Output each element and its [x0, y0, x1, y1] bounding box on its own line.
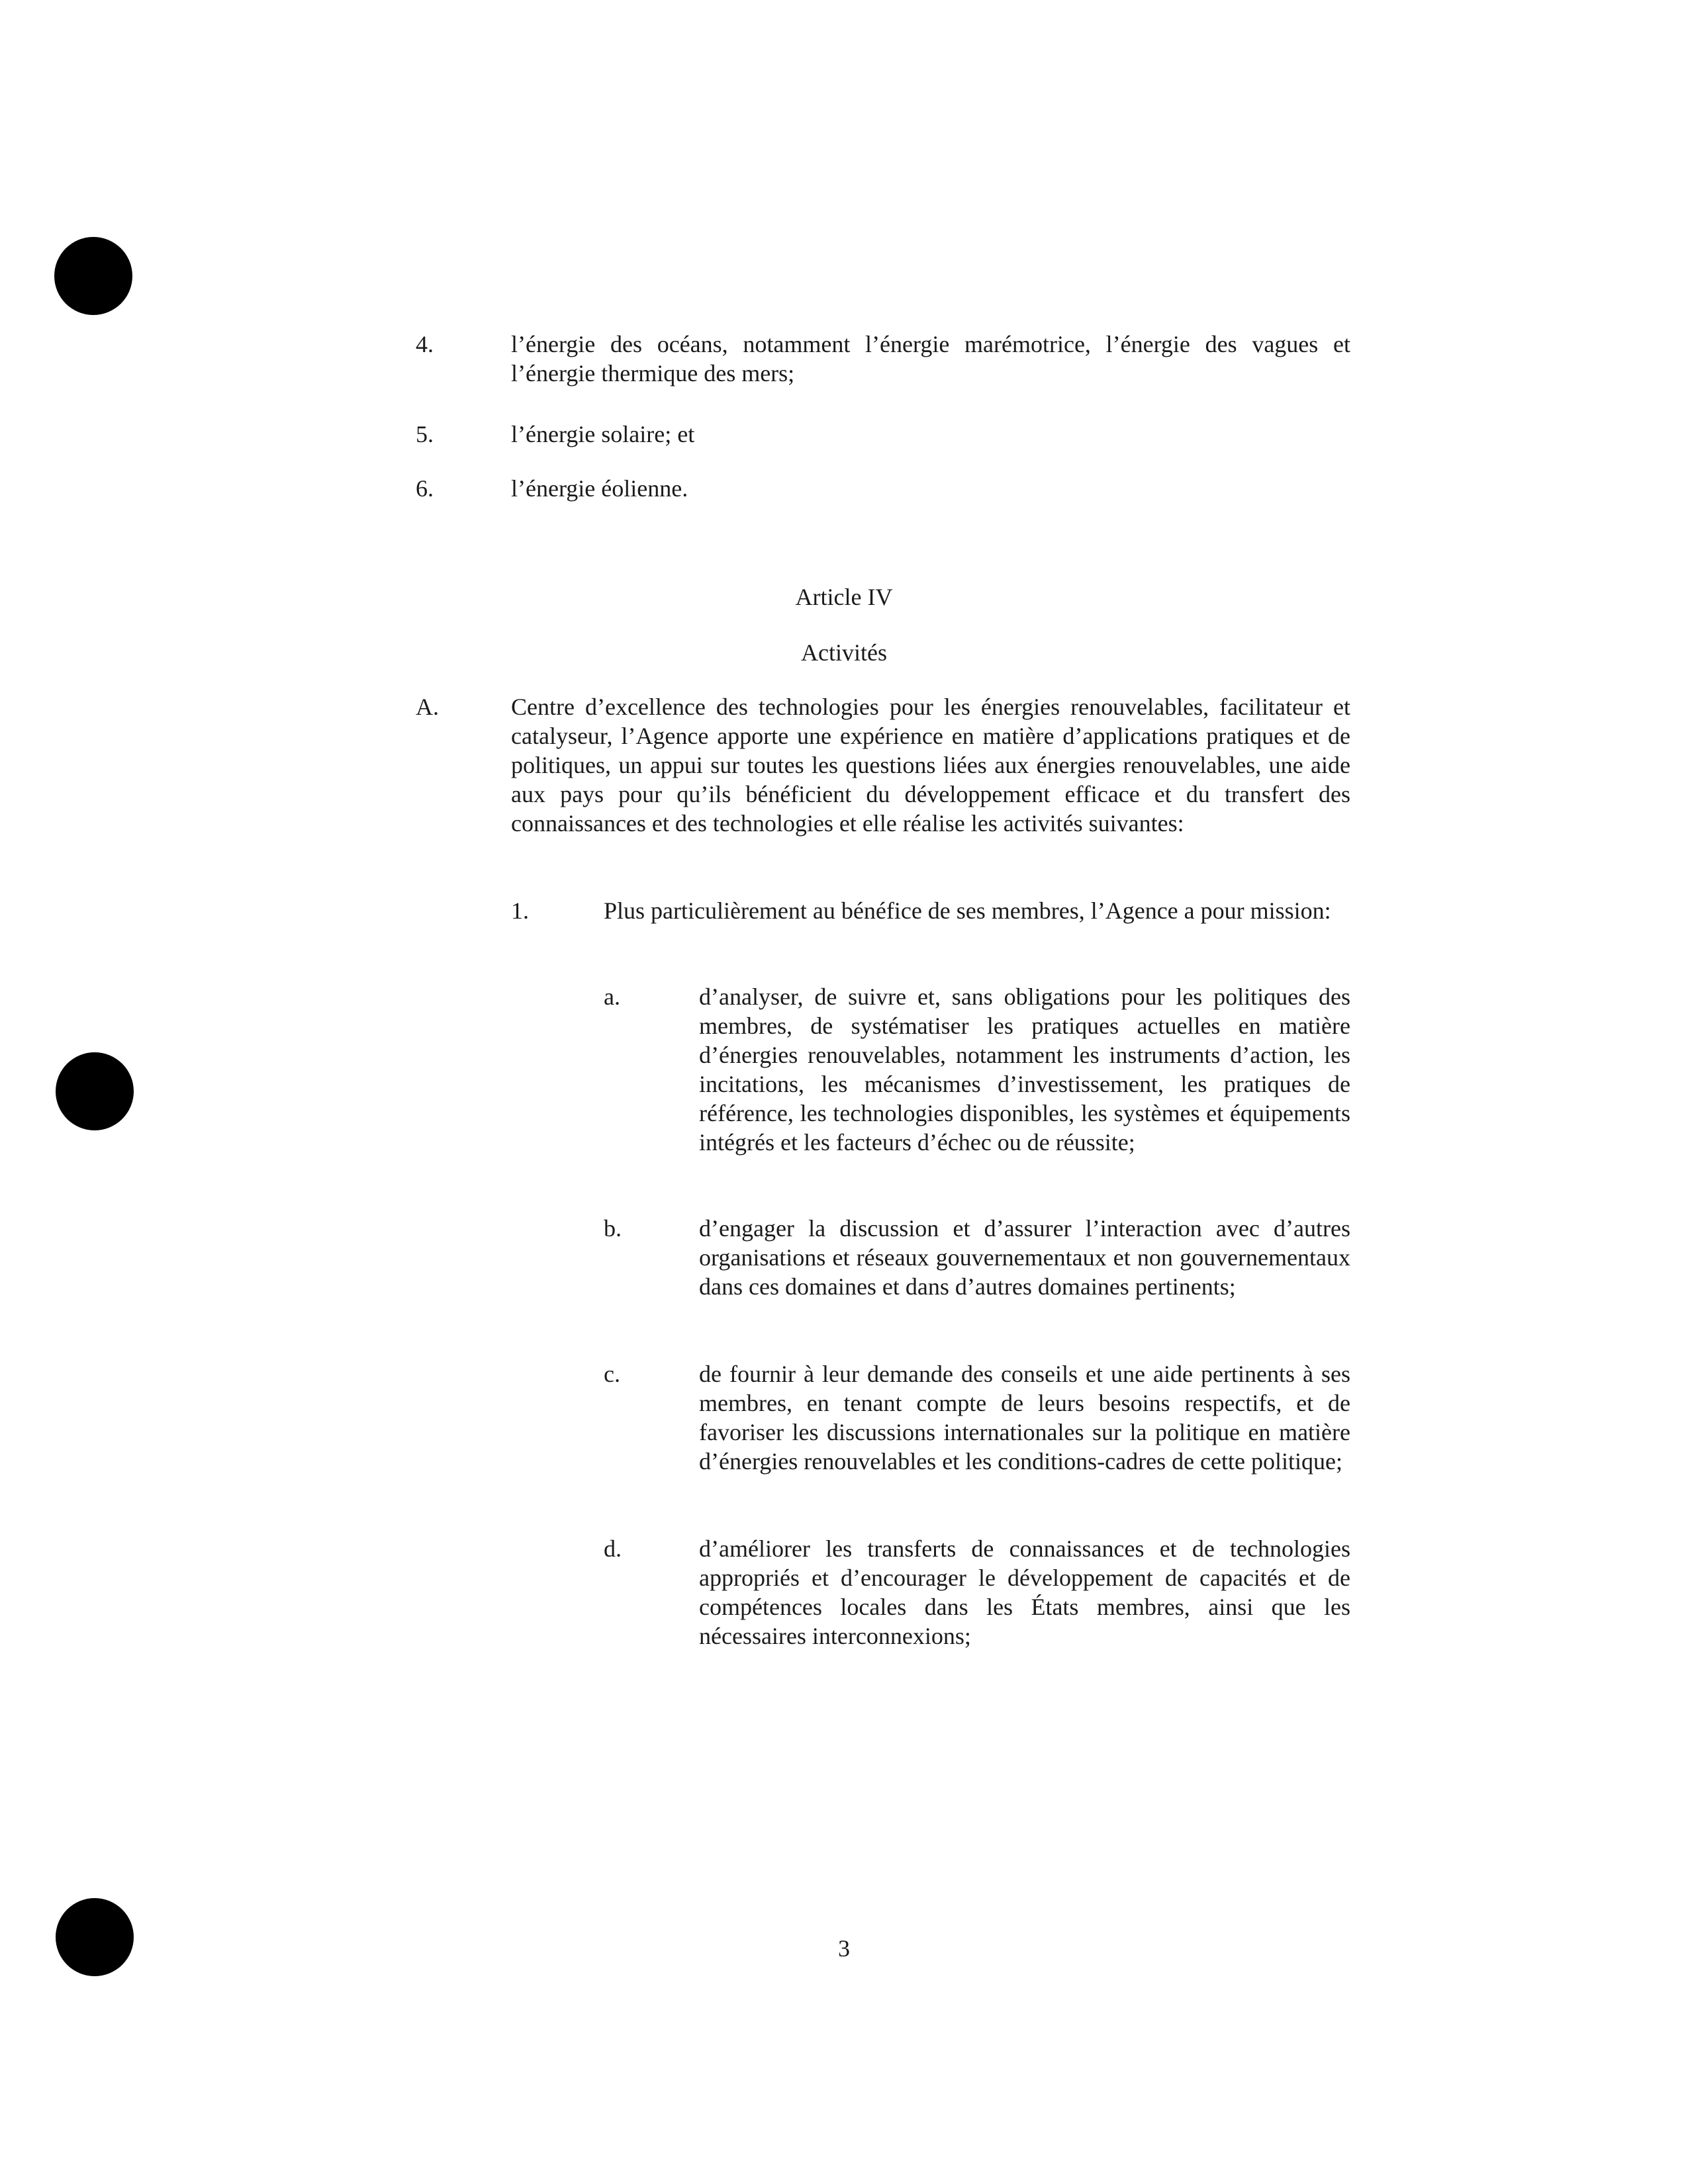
- list-item-text: l’énergie solaire; et: [511, 421, 695, 447]
- sub-item-text: d’améliorer les transferts de connaissances et de technologies appropriés et d’encourager le développement de capacités et de compétences locales dans les États membres, ainsi que les nécessaires interconnexions;: [699, 1535, 1350, 1649]
- list-item-number: 4.: [416, 331, 434, 357]
- list-item-text: l’énergie des océans, notamment l’énergie marémotrice, l’énergie des vagues et l’énergie thermique des mers;: [511, 331, 1350, 387]
- sub-item-label: b.: [604, 1215, 622, 1242]
- section-label: A.: [416, 694, 439, 720]
- punch-hole-top: [54, 237, 132, 315]
- sub-item-label: c.: [604, 1361, 620, 1387]
- article-heading: Article IV: [795, 584, 893, 610]
- article-title: Activités: [801, 639, 887, 666]
- sub-item-label: a.: [604, 983, 620, 1010]
- section-text: Centre d’excellence des technologies pour les énergies renouvelables, facilitateur et catalyseur, l’Agence apporte une expérience en matière d’applications pratiques et de politiques, un appui sur toutes les questions liées aux énergies renouvelables, une aide aux pays pour qu’ils bénéficient du développement efficace et du transfert des connaissances et des technologies et elle réalise les activités suivantes:: [511, 694, 1350, 837]
- list-item-number: 6.: [416, 475, 434, 502]
- page-number: 3: [838, 1935, 850, 1962]
- list-item-number: 5.: [416, 421, 434, 447]
- sub-item-text: de fournir à leur demande des conseils et une aide pertinents à ses membres, en tenant compte de leurs besoins respectifs, et de favoriser les discussions internationales sur la politique en matière d’énergies renouvelables et les conditions-cadres de cette politique;: [699, 1361, 1350, 1475]
- punch-hole-middle: [56, 1052, 134, 1130]
- subsection-label: 1.: [511, 897, 529, 924]
- sub-item-text: d’analyser, de suivre et, sans obligations pour les politiques des membres, de systématiser les pratiques actuelles en matière d’énergies renouvelables, notamment les instruments d’action, les incitations, les mécanismes d’investissement, les pratiques de référence, les technologies disponibles, les systèmes et équipements intégrés et les facteurs d’échec ou de réussite;: [699, 983, 1350, 1156]
- sub-item-text: d’engager la discussion et d’assurer l’interaction avec d’autres organisations et réseaux gouvernementaux et non gouvernementaux dans ces domaines et dans d’autres domaines pertinents;: [699, 1215, 1350, 1300]
- list-item-text: l’énergie éolienne.: [511, 475, 688, 502]
- subsection-text: Plus particulièrement au bénéfice de ses membres, l’Agence a pour mission:: [604, 897, 1331, 924]
- sub-item-label: d.: [604, 1535, 622, 1562]
